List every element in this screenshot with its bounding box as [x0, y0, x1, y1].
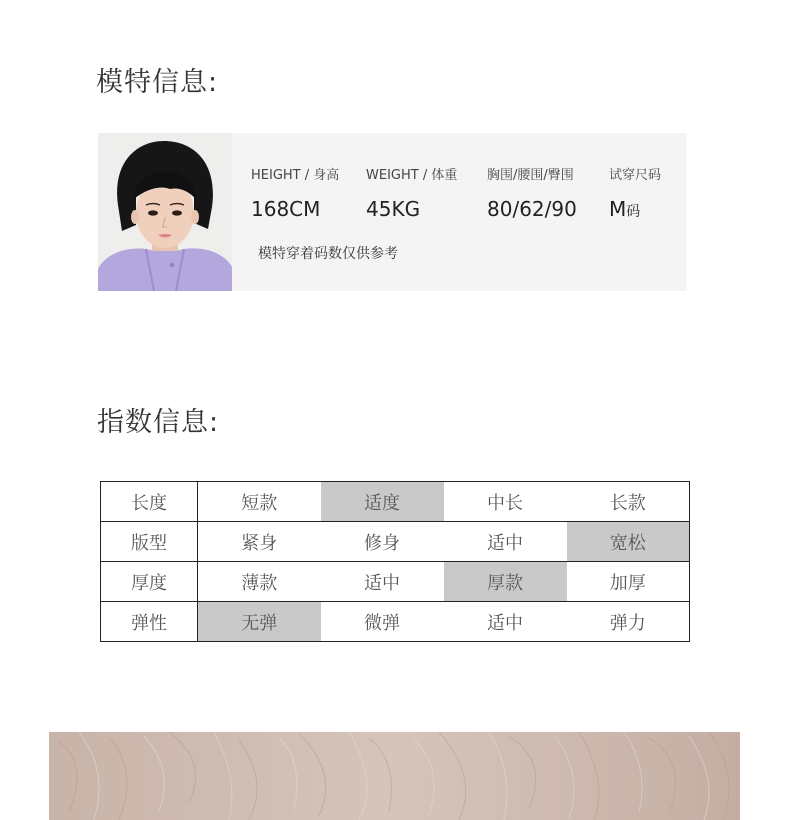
index-option: 修身: [321, 522, 444, 562]
weight-value: 45KG: [366, 197, 421, 221]
index-option-selected: 适度: [321, 482, 444, 522]
product-index-table: [100, 481, 690, 642]
index-row: [101, 482, 690, 522]
index-option: 紧身: [198, 522, 321, 562]
index-option: 适中: [444, 522, 567, 562]
height-value: 168CM: [251, 197, 321, 221]
model-info-title: 模特信息:: [96, 67, 219, 98]
size-label: 试穿尺码: [609, 168, 662, 183]
weight-label: WEIGHT / 体重: [366, 168, 458, 183]
index-option: 微弹: [321, 602, 444, 642]
size-unit: 码: [626, 204, 641, 220]
index-row: [101, 562, 690, 602]
index-option: 弹力: [567, 602, 690, 642]
index-info-title: 指数信息:: [97, 407, 220, 438]
index-row: [101, 522, 690, 562]
weight-stat: [366, 164, 457, 221]
index-option: 加厚: [567, 562, 690, 602]
measurements-stat: [487, 164, 577, 221]
size-letter: M: [609, 197, 627, 221]
index-row-label: 弹性: [101, 602, 198, 642]
model-info-card: [98, 133, 687, 291]
model-photo: [98, 133, 232, 291]
index-row-label: 版型: [101, 522, 198, 562]
index-option: 适中: [444, 602, 567, 642]
size-reference-note: 模特穿着码数仅供参考: [258, 246, 398, 262]
index-row-label: 长度: [101, 482, 198, 522]
index-option: 短款: [198, 482, 321, 522]
index-option: 薄款: [198, 562, 321, 602]
index-option: 长款: [567, 482, 690, 522]
height-stat: [251, 164, 339, 221]
measurements-label: 胸围/腰围/臀围: [487, 168, 574, 183]
measurements-value: 80/62/90: [487, 197, 577, 221]
index-option: 适中: [321, 562, 444, 602]
height-label: HEIGHT / 身高: [251, 168, 340, 183]
index-row: [101, 602, 690, 642]
index-option-selected: 无弹: [198, 602, 321, 642]
index-option-selected: 宽松: [567, 522, 690, 562]
index-option-selected: 厚款: [444, 562, 567, 602]
size-stat: [609, 164, 661, 221]
fur-fabric-image: [49, 732, 740, 820]
index-option: 中长: [444, 482, 567, 522]
index-row-label: 厚度: [101, 562, 198, 602]
size-value: [609, 197, 661, 221]
